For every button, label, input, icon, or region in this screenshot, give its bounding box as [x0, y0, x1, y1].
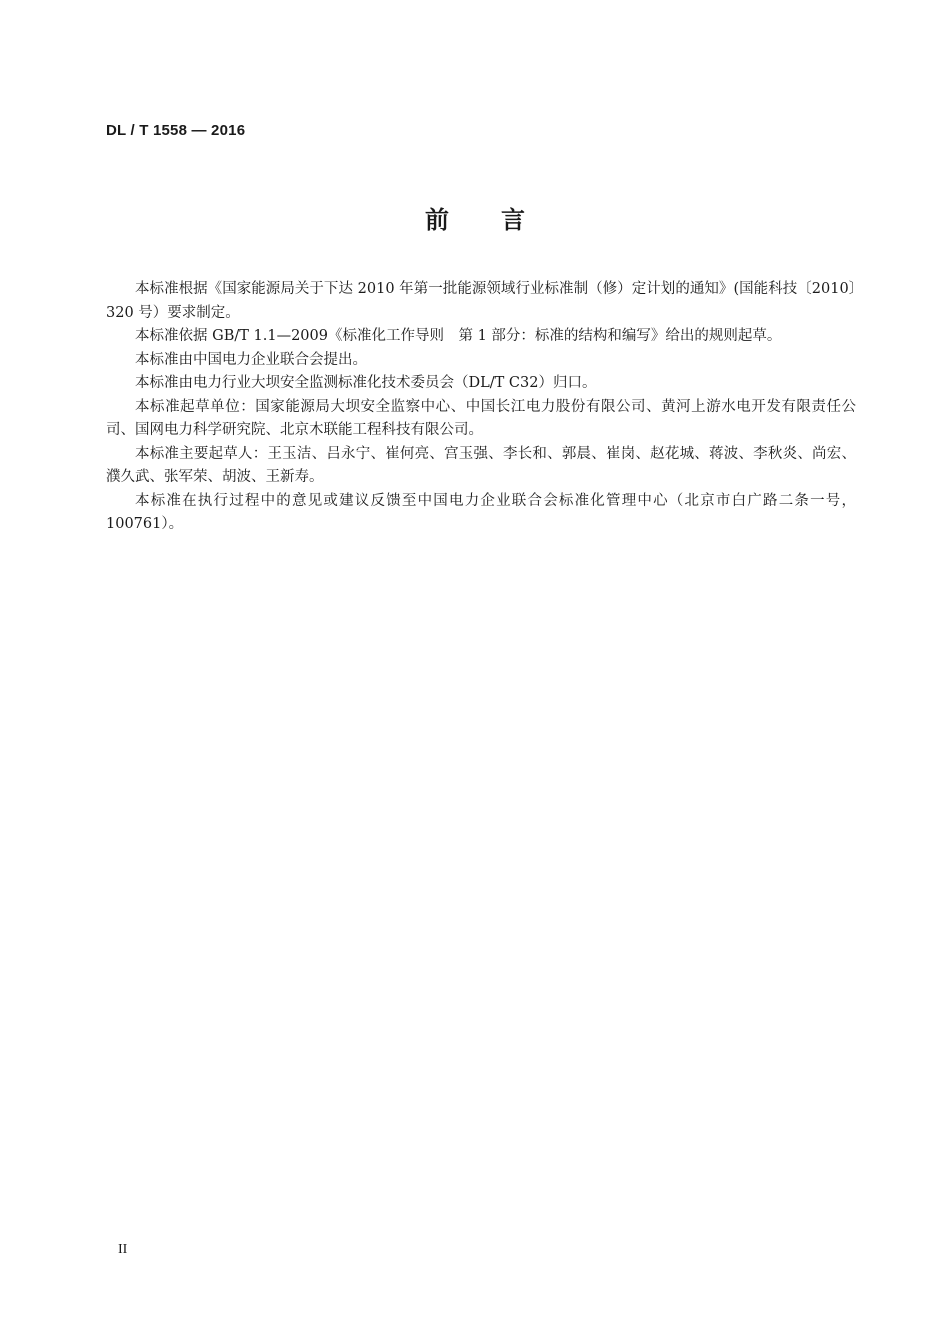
paragraph-plan-basis: 本标准根据《国家能源局关于下达 2010 年第一批能源领域行业标准制（修）定计划的通知》(国能科技〔2010〕320 号）要求制定。: [106, 281, 856, 321]
paragraph-committee: 本标准由电力行业大坝安全监测标准化技术委员会（DL/T C32）归口。: [135, 375, 597, 391]
paragraph-drafting-units: 本标准起草单位：国家能源局大坝安全监察中心、中国长江电力股份有限公司、黄河上游水电开发有限责任公司、国网电力科学研究院、北京木联能工程科技有限公司。: [106, 398, 856, 438]
paragraph-proposer: 本标准由中国电力企业联合会提出。: [135, 351, 367, 368]
page-title: [0, 200, 950, 235]
foreword-body: [106, 278, 856, 537]
title-char-1: 前: [425, 206, 449, 234]
paragraph-drafters: 本标准主要起草人：王玉洁、吕永宁、崔何亮、宫玉强、李长和、郭晨、崔岗、赵花城、蒋波、李秋炎、尚宏、濮久武、张军荣、胡波、王新寿。: [106, 445, 856, 485]
paragraph-feedback: 本标准在执行过程中的意见或建议反馈至中国电力企业联合会标准化管理中心（北京市白广路二条一号，100761）。: [106, 492, 856, 532]
page-number: II: [118, 1242, 128, 1257]
title-char-2: 言: [501, 206, 525, 234]
paragraph-drafting-rules: 本标准依据 GB/T 1.1—2009《标准化工作导则 第 1 部分：标准的结构和编写》给出的规则起草。: [135, 328, 782, 344]
standard-code-header: DL / T 1558 — 2016: [106, 122, 246, 139]
